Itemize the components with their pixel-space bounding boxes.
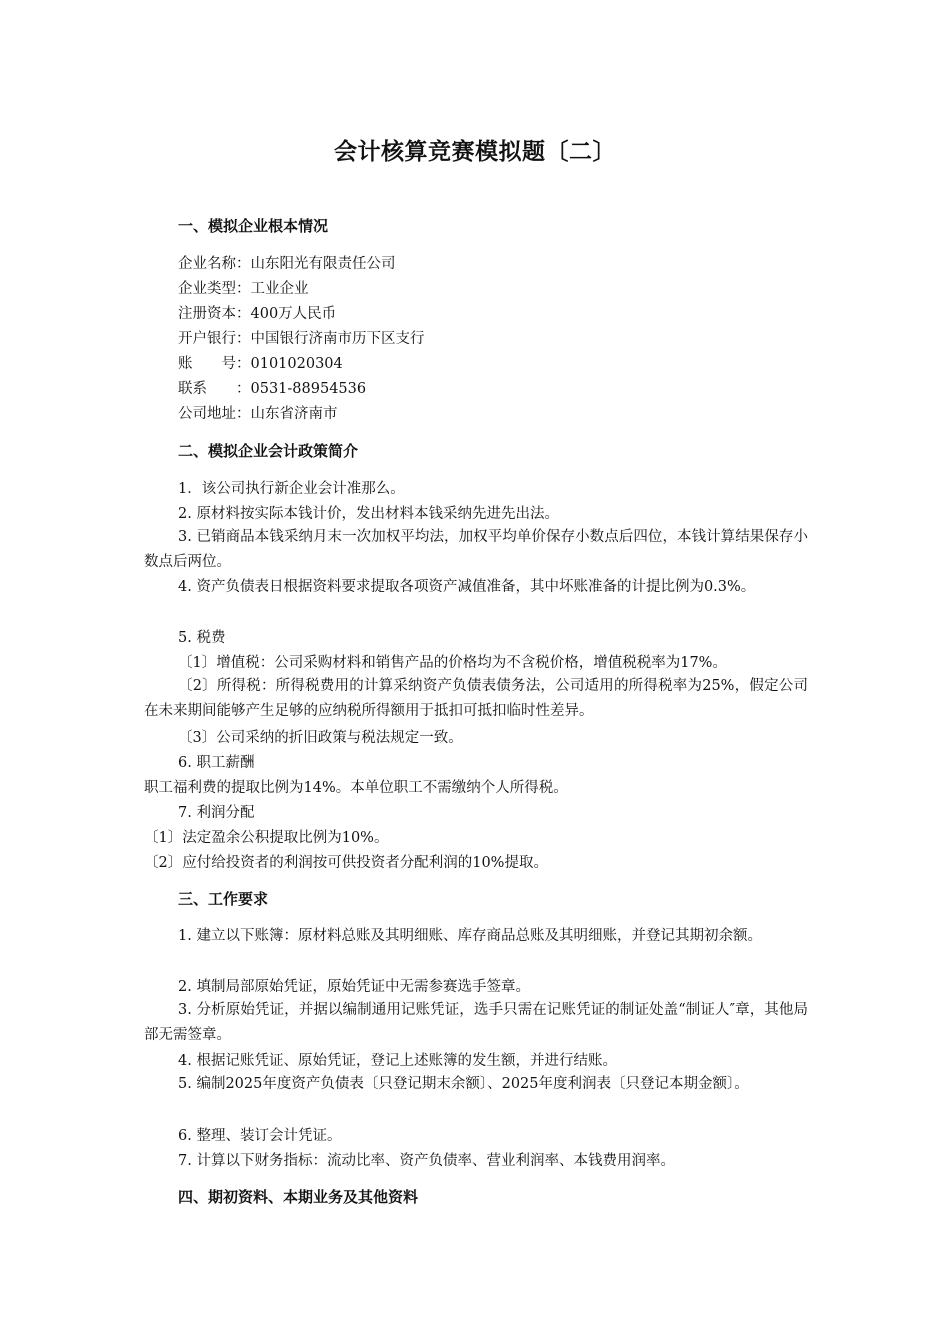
requirement-item-3: 3. 分析原始凭证，并据以编制通用记账凭证，选手只需在记账凭证的制证处盖“制证人″章，其他局部无需签章。 [144,1002,808,1043]
requirement-item-6: 6. 整理、装订会计凭证。 [178,1128,342,1144]
policy-item-5-3: 〔3〕公司采纳的折旧政策与税法规定一致。 [178,730,463,746]
section-heading-opening-data: 四、期初资料、本期业务及其他资料 [178,1188,419,1206]
requirement-item-7: 7. 计算以下财务指标：流动比率、资产负债率、营业利润率、本钱费用润率。 [178,1153,675,1169]
policy-item-7: 7. 利润分配 [178,805,255,821]
document-title: 会计核算竞赛模拟题〔二〕 [334,139,616,165]
policy-item-7-1: 〔1〕法定盈余公积提取比例为10%。 [144,830,389,846]
info-value: 0531-88954536 [250,381,367,397]
info-label: 注册资本： [178,306,251,322]
policy-item-5: 5. 税费 [178,630,226,646]
policy-item-4: 4. 资产负债表日根据资料要求提取各项资产减值准备，其中坏账准备的计提比例为0.3%。 [178,579,756,595]
policy-item-5-2: 〔2〕所得税：所得税费用的计算采纳资产负债表债务法，公司适用的所得税率为25%，假定公司在未来期间能够产生足够的应纳税所得额用于抵扣可抵扣临时性差异。 [144,678,808,719]
requirement-item-1: 1. 建立以下账簿：原材料总账及其明细账、库存商品总账及其明细账，并登记其期初余额。 [178,928,762,944]
requirement-item-5: 5. 编制2025年度资产负债表〔只登记期末余额〕、2025年度利润表〔只登记本期金额〕。 [178,1076,749,1092]
policy-item-5-1: 〔1〕增值税：公司采购材料和销售产品的价格均为不含税价格，增值税税率为17%。 [178,655,727,671]
info-label: 联系 ： [178,381,251,397]
section-heading-accounting-policy: 二、模拟企业会计政策简介 [178,442,359,460]
requirement-item-2: 2. 填制局部原始凭证，原始凭证中无需参赛选手签章。 [178,979,530,995]
info-row-company-name [178,254,396,274]
policy-item-1: 1．该公司执行新企业会计准那么。 [178,481,405,497]
policy-item-7-2: 〔2〕应付给投资者的利润按可供投资者分配利润的10%提取。 [144,855,548,871]
info-row-bank [178,329,425,349]
requirement-item-4: 4. 根据记账凭证、原始凭证，登记上述账簿的发生额，并进行结账。 [178,1053,617,1069]
info-row-account-number [178,354,343,374]
info-value: 0101020304 [250,356,343,372]
info-row-registered-capital [178,304,336,324]
section-heading-work-requirements: 三、工作要求 [178,890,269,908]
info-label: 企业名称： [178,256,251,272]
info-value: 工业企业 [250,281,309,297]
policy-item-2: 2. 原材料按实际本钱计价，发出材料本钱采纳先进先出法。 [178,506,559,522]
policy-item-6-1: 职工福利费的提取比例为14%。本单位职工不需缴纳个人所得税。 [144,780,568,796]
info-label: 企业类型： [178,281,251,297]
policy-item-6: 6. 职工薪酬 [178,755,255,771]
info-value: 中国银行济南市历下区支行 [250,331,425,347]
info-label: 开户银行： [178,331,251,347]
policy-item-3: 3. 已销商品本钱采纳月末一次加权平均法，加权平均单价保存小数点后四位，本钱计算结果保存小数点后两位。 [144,529,808,570]
info-row-address [178,404,338,424]
info-label: 账 号： [178,356,251,372]
info-value: 400万人民币 [250,306,337,322]
info-row-contact [178,379,366,399]
info-value: 山东阳光有限责任公司 [250,256,396,272]
section-heading-company-info: 一、模拟企业根本情况 [178,217,329,235]
info-row-company-type [178,279,309,299]
info-label: 公司地址： [178,406,251,422]
info-value: 山东省济南市 [250,406,338,422]
